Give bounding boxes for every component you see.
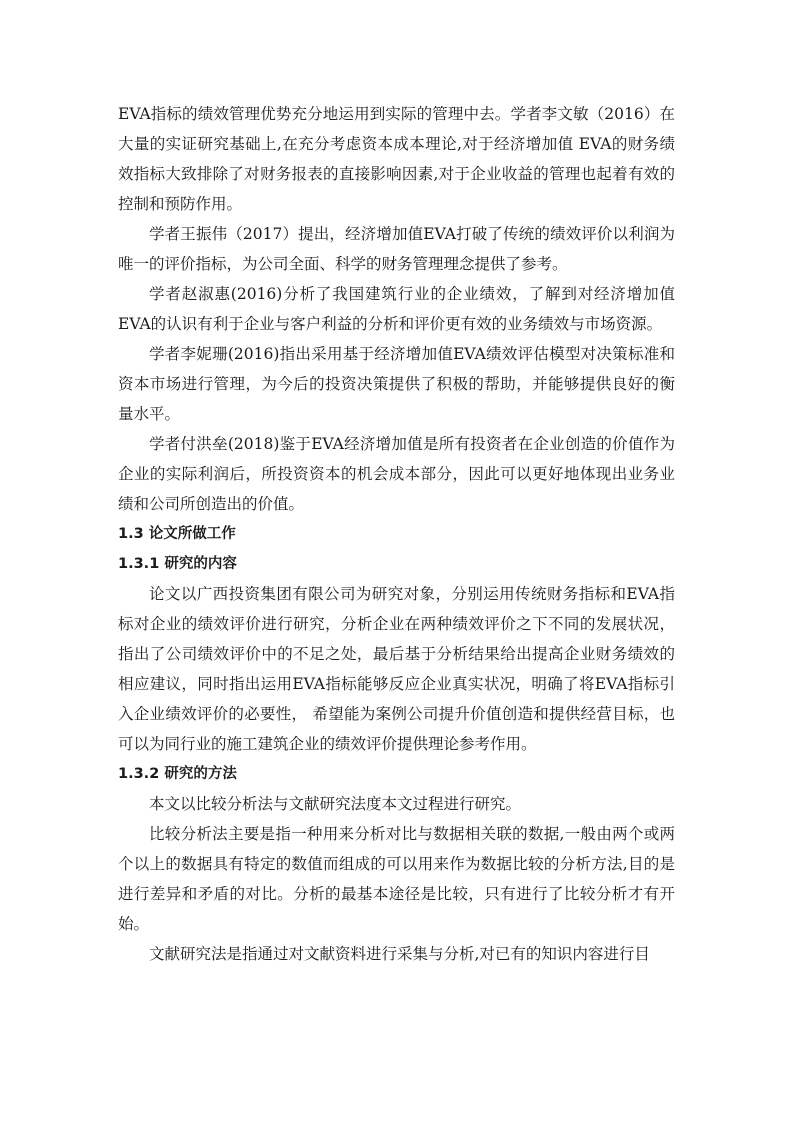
paragraph-eva-li-wenmin: EVA指标的绩效管理优势充分地运用到实际的管理中去。学者李文敏（2016）在大量的实证研究基础上,在充分考虑资本成本理论,对于经济增加值 EVA的财务绩效指标大致排除了对财务报表的直接影响因素,对于企业收益的管理也起着有效的控制和预防作用。	[118, 105, 675, 213]
paragraph-fu-honglei: 学者付洪垒(2018)鉴于EVA经济增加值是所有投资者在企业创造的价值作为企业的实际利润后，所投资资本的机会成本部分，因此可以更好地体现出业务业绩和公司所创造出的价值。	[118, 435, 675, 513]
document-page	[118, 99, 675, 969]
section-heading-1-3-1: 1.3.1 研究的内容	[118, 556, 237, 572]
paragraph-li-nishan: 学者李妮珊(2016)指出采用基于经济增加值EVA绩效评估模型对决策标准和资本市场进行管理，为今后的投资决策提供了积极的帮助，并能够提供良好的衡量水平。	[118, 345, 675, 423]
paragraph-zhao-shuhui: 学者赵淑惠(2016)分析了我国建筑行业的企业绩效，了解到对经济增加值EVA的认识有利于企业与客户利益的分析和评价更有效的业务绩效与市场资源。	[118, 285, 675, 333]
paragraph-wang-zhenwei: 学者王振伟（2017）提出，经济增加值EVA打破了传统的绩效评价以利润为唯一的评价指标，为公司全面、科学的财务管理理念提供了参考。	[118, 225, 675, 273]
paragraph-methods-intro: 本文以比较分析法与文献研究法度本文过程进行研究。	[149, 795, 522, 813]
paragraph-research-content: 论文以广西投资集团有限公司为研究对象，分别运用传统财务指标和EVA指标对企业的绩效评价进行研究，分析企业在两种绩效评价之下不同的发展状况，指出了公司绩效评价中的不足之处，最后基于分析结果给出提高企业财务绩效的相应建议，同时指出运用EVA指标能够反应企业真实状况，明确了将EVA指标引入企业绩效评价的必要性， 希望能为案例公司提升价值创造和提供经营目标，也可以为同行业的施工建筑企业的绩效评价提供理论参考作用。	[118, 585, 675, 753]
paragraph-literature-research: 文献研究法是指通过对文献资料进行采集与分析,对已有的知识内容进行目	[149, 945, 650, 963]
paragraph-comparative-analysis: 比较分析法主要是指一种用来分析对比与数据相关联的数据,一般由两个或两个以上的数据具有特定的数值而组成的可以用来作为数据比较的分析方法,目的是进行差异和矛盾的对比。分析的最基本途径是比较，只有进行了比较分析才有开始。	[118, 825, 675, 933]
section-heading-1-3-2: 1.3.2 研究的方法	[118, 766, 237, 782]
section-heading-1-3: 1.3 论文所做工作	[118, 526, 236, 542]
